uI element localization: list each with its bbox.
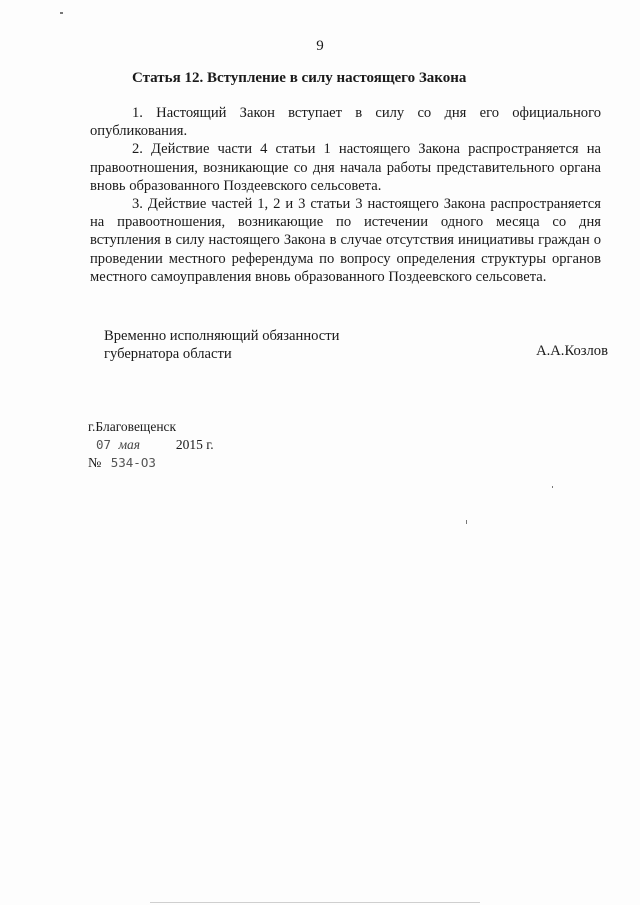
signatory-position-line-1: Временно исполняющий обязанности — [104, 328, 340, 344]
scan-speck — [466, 520, 467, 524]
number-sign: № — [88, 456, 102, 471]
scan-speck — [150, 902, 480, 903]
place-date-block — [88, 418, 214, 473]
page-number: 9 — [316, 38, 324, 54]
signing-date — [88, 436, 214, 454]
law-number — [88, 454, 214, 473]
paragraph-3: 3. Действие частей 1, 2 и 3 статьи 3 настоящего Закона распространяется на правоотношения, возникающие по истечении одного месяца со дня вступления в силу настоящего Закона в случае отсутствия инициативы граждан о проведении местного референдума по вопросу определения структуры органов местного самоуправления вновь образованного Поздеевского сельсовета. — [90, 196, 601, 285]
number-value: 534-ОЗ — [110, 455, 156, 470]
paragraph-2: 2. Действие части 4 статьи 1 настоящего Закона распространяется на правоотношения, возникающие со дня начала работы представительного органа вновь образованного Поздеевского сельсовета. — [90, 141, 601, 194]
place-city: г.Благовещенск — [88, 419, 177, 434]
date-month: мая — [118, 437, 141, 452]
article-title: Статья 12. Вступление в силу настоящего Закона — [132, 70, 467, 86]
article-body — [90, 104, 601, 286]
signatory-name: А.А.Козлов — [536, 343, 608, 359]
scan-speck — [552, 486, 553, 488]
scan-speck — [60, 12, 63, 14]
paragraph-1: 1. Настоящий Закон вступает в силу со дня его официального опубликования. — [90, 105, 601, 140]
signatory-position — [104, 327, 339, 363]
date-year: 2015 г. — [175, 437, 214, 452]
date-day: 07 — [96, 437, 112, 452]
signatory-position-line-2: губернатора области — [104, 346, 232, 362]
